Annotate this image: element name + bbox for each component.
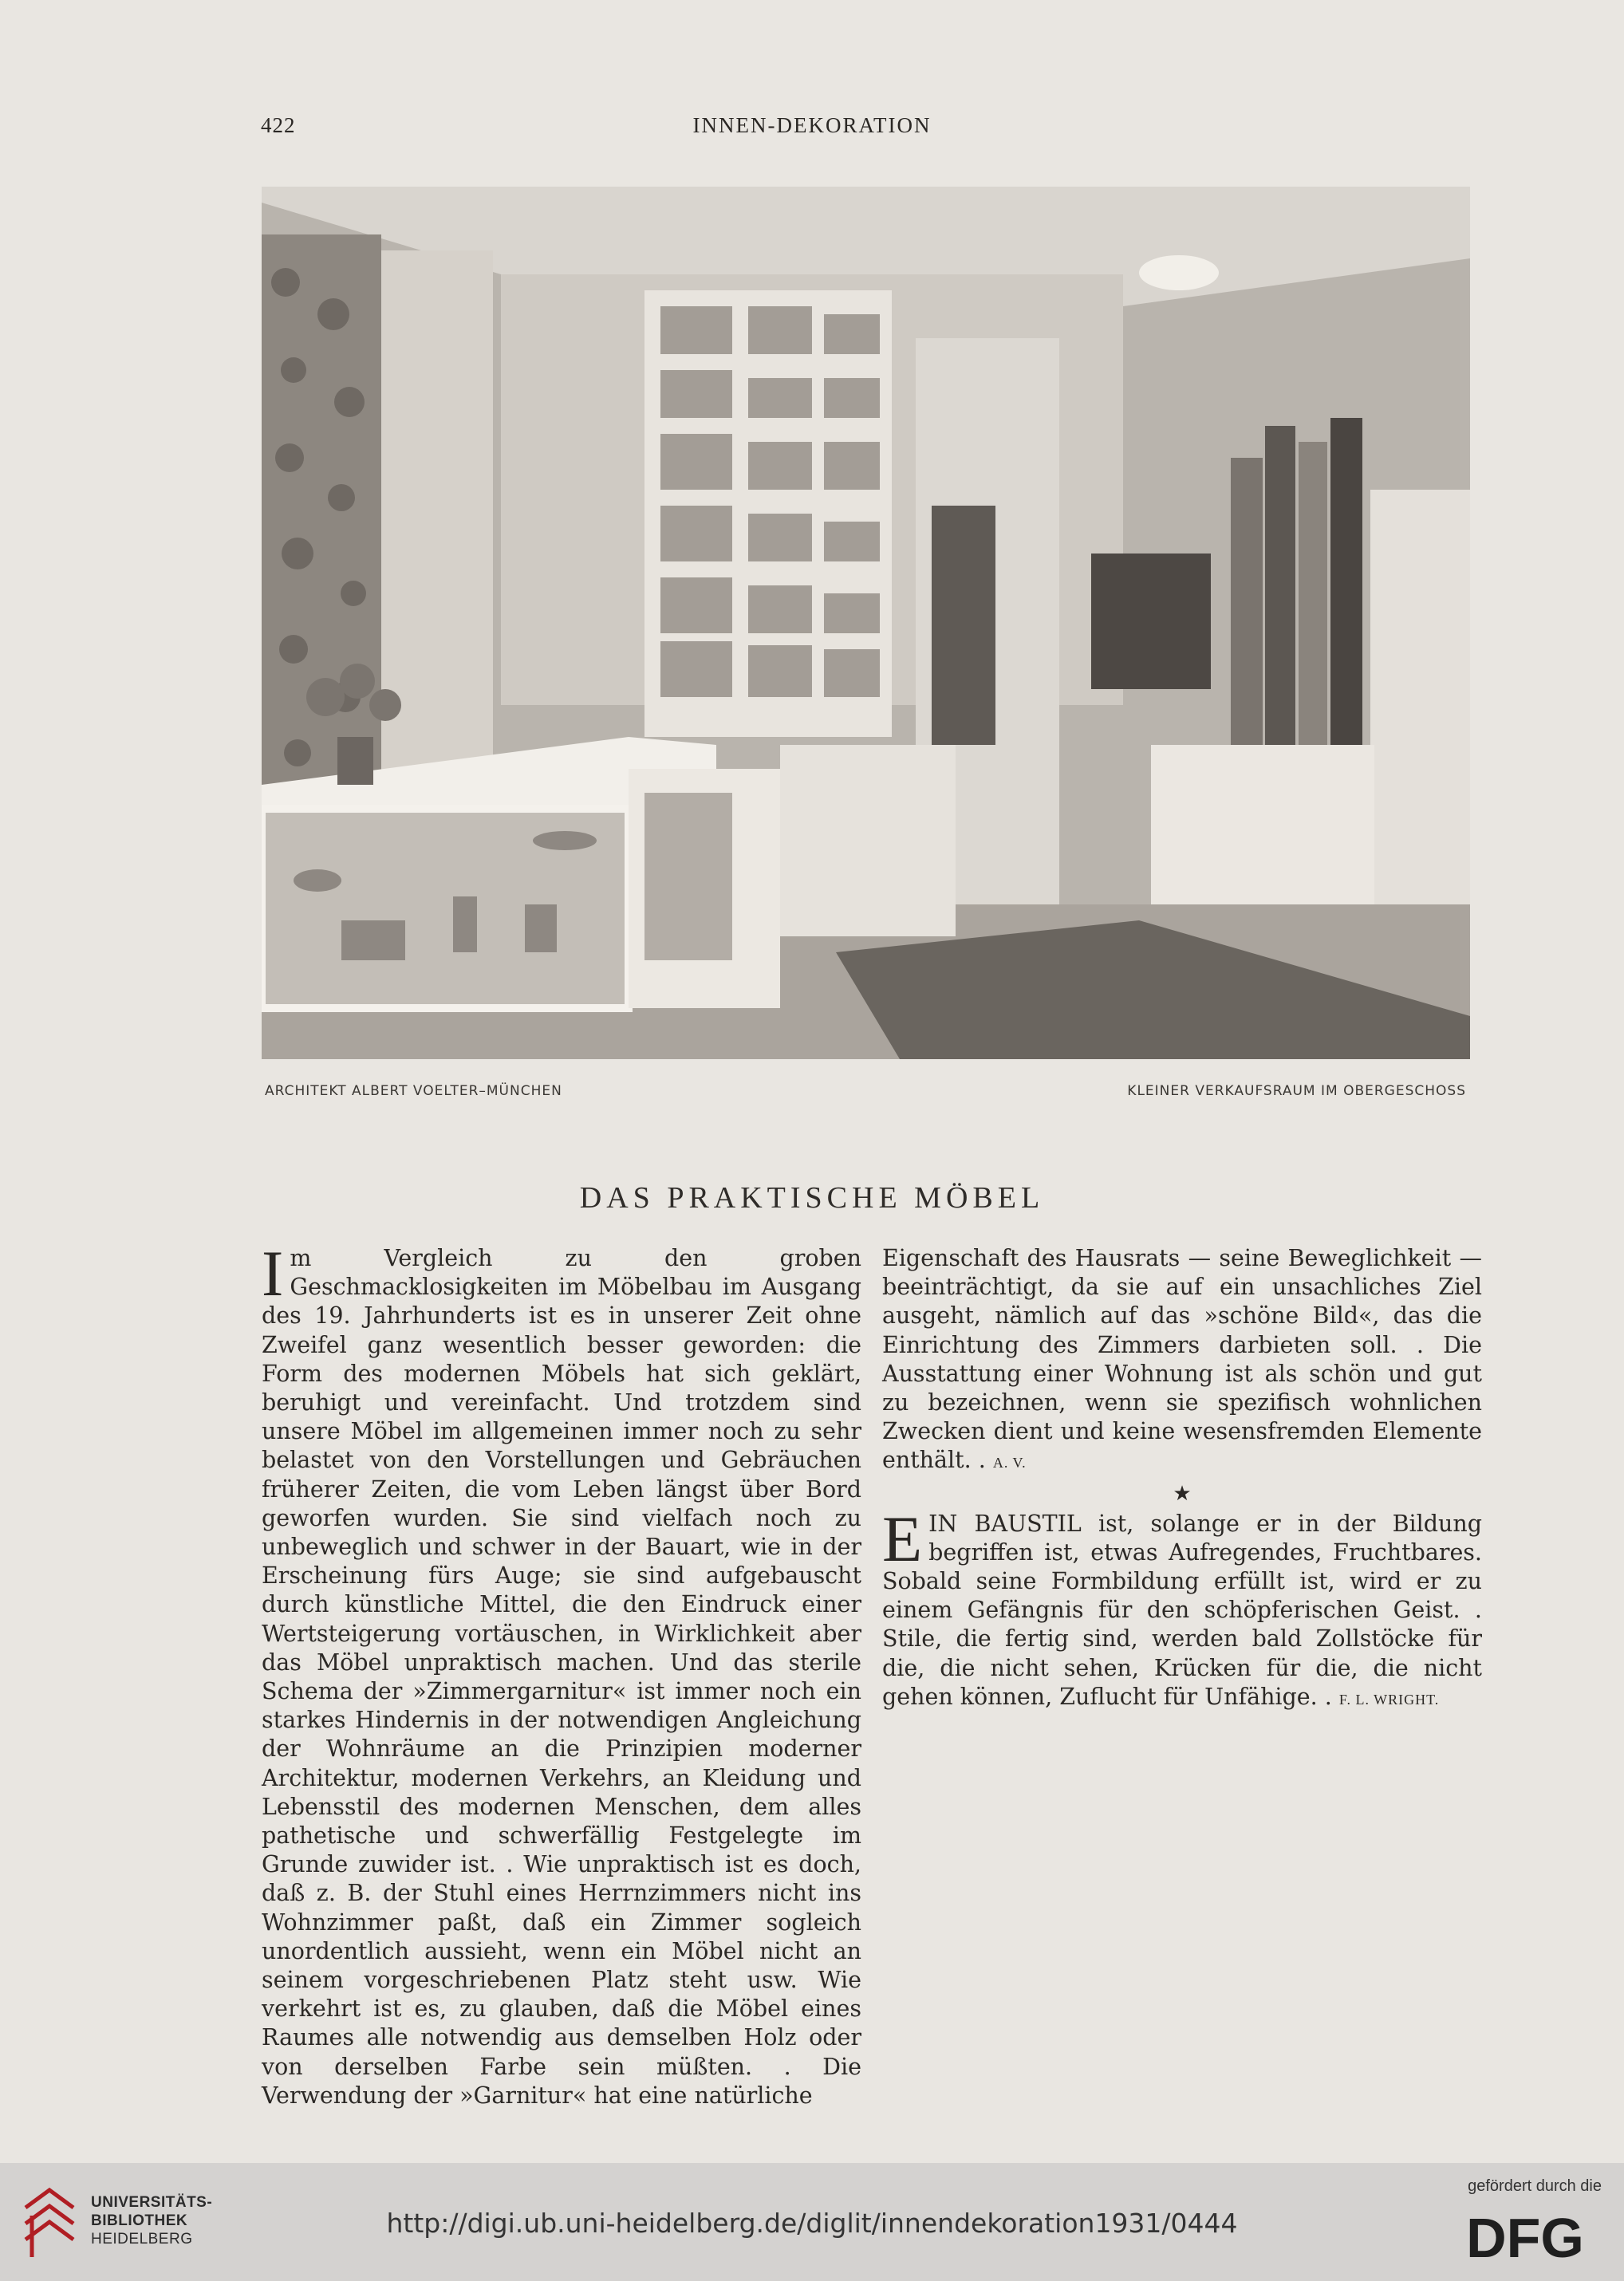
- section-separator-star: ★: [1173, 1481, 1192, 1506]
- photo-caption-architect: ARCHITEKT ALBERT VOELTER–MÜNCHEN: [265, 1083, 562, 1099]
- author-signature: A. V.: [992, 1455, 1027, 1471]
- digitization-footer: [0, 2163, 1624, 2281]
- article-title: DAS PRAKTISCHE MÖBEL: [579, 1181, 1045, 1215]
- paragraph-moebel: [262, 1237, 861, 2110]
- page-header: [0, 113, 1624, 145]
- running-head: INNEN-DEKORATION: [692, 113, 932, 137]
- showroom-illustration: [262, 187, 1470, 1059]
- library-name-line: BIBLIOTHEK: [91, 2212, 188, 2229]
- paragraph-baustil: [882, 1502, 1482, 1714]
- source-url-link[interactable]: http://digi.ub.uni-heidelberg.de/diglit/innendekoration1931/0444: [386, 2208, 1238, 2239]
- paragraph-text: m Vergleich zu den groben Geschmacklosigkeiten im Möbelbau im Ausgang des 19. Jahrhunderts ist es in unserer Zeit ohne Zweifel ganz wesentlich besser geworden: die Form des modernen Möbels hat sich geklärt, beruhigt und vereinfacht. Und trotzdem sind unsere Möbel im allgemeinen immer noch zu sehr belastet von den Vorstellungen und Gebräuchen früherer Zeiten, die vom Leben längst über Bord geworfen wurden. Sie sind vielfach noch zu unbeweglich und schwer in der Bauart, wie in der Erscheinung fürs Auge; sie sind aufgebauscht durch künstliche Mittel, die den Eindruck einer Wertsteigerung vortäuschen, in Wirklichkeit aber das Möbel unpraktisch machen. Und das sterile Schema der »Zimmergarnitur« ist immer noch ein starkes Hindernis in der notwendigen Angleichung der Wohnräume an die Prinzipien moderner Architektur, modernen Verkehrs, an Kleidung und Lebensstil des modernen Menschen, dem alles pathetische und schwerfällig Festgelegte im Grunde zuwider ist. . Wie unpraktisch ist es doch, daß z. B. der Stuhl eines Herrnzimmers nicht ins Wohnzimmer paßt, daß ein Zimmer sogleich unordentlich aussieht, wenn ein Möbel nicht an seinem vorgeschriebenen Platz steht usw. Wie verkehrt ist es, zu glauben, daß die Möbel eines Raumes alle notwendig aus demselben Holz oder von derselben Farbe sein müßten. . Die Verwendung der »Garnitur« hat eine natürliche: [262, 1245, 861, 2109]
- paragraph-text: Eigenschaft des Hausrats — seine Beweglichkeit — beeinträchtigt, da sie auf ein unsachliches Ziel ausgeht, nämlich auf das »schöne Bild«, das die Einrichtung des Zimmers darbieten soll. . Die Ausstattung einer Wohnung ist als schön und gut zu bezeichnen, wenn sie spezifisch wohnlichen Zwecken dient und keine wesensfremden Elemente enthält. .: [882, 1245, 1482, 1474]
- dfg-logo-icon: [1449, 2208, 1602, 2265]
- page-number: 422: [261, 113, 296, 137]
- library-name-line: HEIDELBERG: [91, 2231, 193, 2248]
- author-signature: F. L. WRIGHT.: [1338, 1691, 1440, 1708]
- dfg-logo-text: DFG: [1466, 2208, 1584, 2265]
- text-column-right: [882, 1244, 1482, 1714]
- photo-caption-room: KLEINER VERKAUFSRAUM IM OBERGESCHOSS: [1127, 1083, 1466, 1099]
- drop-cap: I: [262, 1237, 284, 1310]
- funded-by-label: gefördert durch die: [1468, 2177, 1602, 2195]
- paragraph-text: IN BAUSTIL ist, solange er in der Bildung begriffen ist, etwas Aufregendes, Fruchtbares. Sobald seine Formbildung erfüllt ist, wird er zu einem Gefängnis für den schöpferischen Geist. . Stile, die fertig sind, werden bald Zollstöcke für die, die nicht sehen, Krücken für die, die nicht gehen können, Zuflucht für Unfähige. .: [882, 1510, 1482, 1710]
- paragraph-moebel-continued: [882, 1244, 1482, 1478]
- text-column-left: [262, 1237, 861, 2110]
- library-name-line: UNIVERSITÄTS-: [91, 2194, 213, 2211]
- interior-photograph: [262, 187, 1470, 1059]
- drop-cap: E: [882, 1502, 923, 1575]
